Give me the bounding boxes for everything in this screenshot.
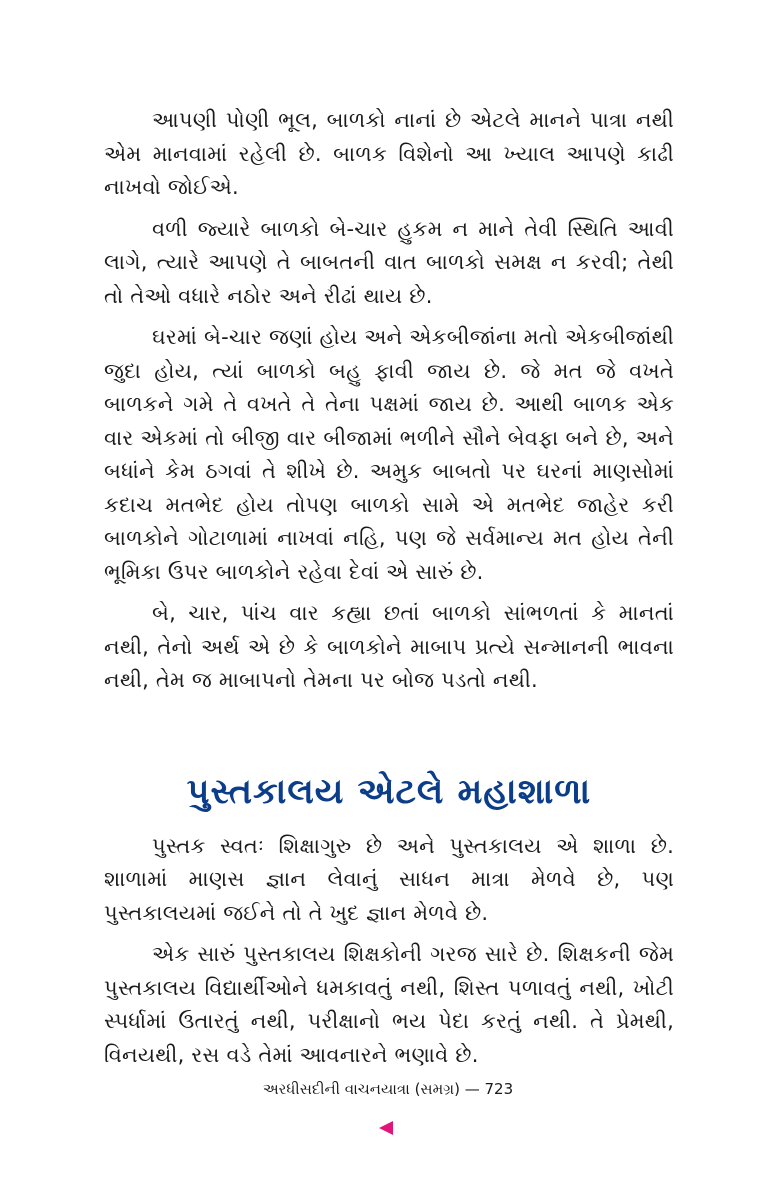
paragraph-5: પુસ્તક સ્વતઃ શિક્ષાગુરુ છે અને પુસ્તકાલય એ શાળા છે. શાળામાં માણસ જ્ઞાન લેવાનું સાધન માત્રા મેળવે છે, પણ પુસ્તકાલયમાં જઈને તો તે ખુદ જ્ઞાન મેળવે છે.	[104, 833, 674, 925]
section-heading: પુસ્તકાલય એટલે મહાશાળા	[186, 771, 592, 812]
paragraph-3: ઘરમાં બે-ચાર જણાં હોય અને એકબીજાંના મતો એકબીજાંથી જુદા હોય, ત્યાં બાળકો બહુ ફાવી જાય છે. જે મત જે વખતે બાળકને ગમે તે વખતે તે તેના પક્ષમાં જાય છે. આથી બાળક એક વાર એકમાં તો બીજી વાર બીજામાં ભળીને સૌને બેવફા બને છે, અને બધાંને કેમ ઠગવાં તે શીખે છે. અમુક બાબતો પર ઘરનાં માણસોમાં કદાચ મતભેદ હોય તોપણ બાળકો સામે એ મતભેદ જાહેર કરી બાળકોને ગોટાળામાં નાખવાં નહિ, પણ જે સર્વમાન્ય મત હોય તેની ભૂમિકા ઉપર બાળકોને રહેવા દેવાં એ સારું છે.	[104, 325, 674, 584]
page-content	[104, 104, 674, 1080]
page-footer: અરધીસદીની વાચનયાત્રા (સમગ્ર) — 723	[262, 1080, 514, 1098]
paragraph-6: એક સારું પુસ્તકાલય શિક્ષકોની ગરજ સારે છે. શિક્ષકની જેમ પુસ્તકાલય વિદ્યાર્થીઓને ધમકાવતું નથી, શિસ્ત પળાવતું નથી, ખોટી સ્પર્ધામાં ઉતારતું નથી, પરીક્ષાનો ભય પેદા કરતું નથી. તે પ્રેમથી, વિનયથી, રસ વડે તેમાં આવનારને ભણાવે છે.	[104, 942, 674, 1067]
paragraph-1: આપણી પોણી ભૂલ, બાળકો નાનાં છે એટલે માનને પાત્રા નથી એમ માનવામાં રહેલી છે. બાળક વિશેનો આ ખ્યાલ આપણે કાઢી નાખવો જોઈએ.	[104, 108, 674, 199]
paragraph-4: બે, ચાર, પાંચ વાર કહ્યા છતાં બાળકો સાંભળતાં કે માનતાં નથી, તેનો અર્થ એ છે કે બાળકોને માબાપ પ્રત્યે સન્માનની ભાવના નથી, તેમ જ માબાપનો તેમના પર બોજ પડતો નથી.	[104, 601, 674, 692]
paragraph-2: વળી જ્યારે બાળકો બે-ચાર હુકમ ન માને તેવી સ્થિતિ આવી લાગે, ત્યારે આપણે તે બાબતની વાત બાળકો સમક્ષ ન કરવી; તેથી તો તેઓ વધારે નઠોર અને રીઢાં થાય છે.	[104, 216, 674, 308]
left-triangle-icon	[379, 1121, 393, 1135]
